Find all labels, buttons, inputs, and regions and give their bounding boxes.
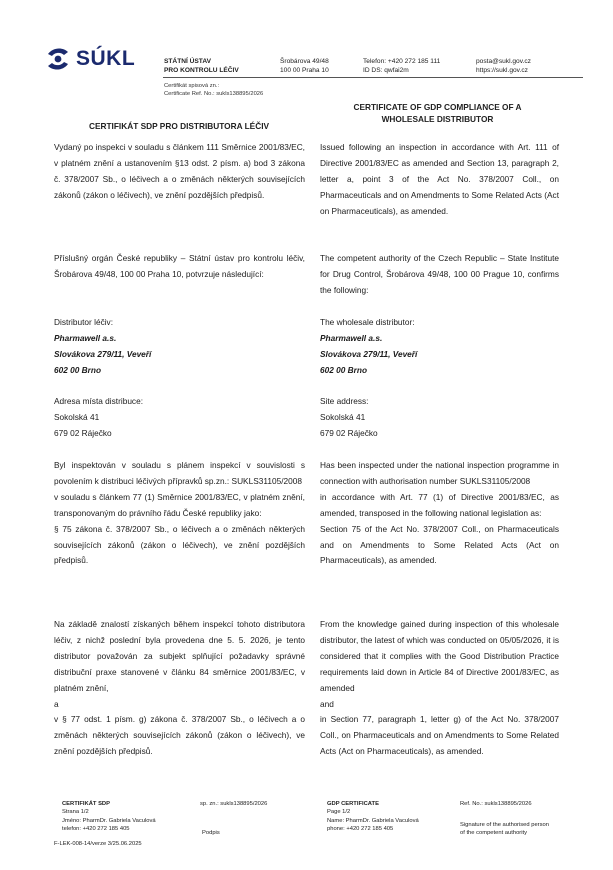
ref-line-2: Certificate Ref. No.: sukls138895/2026 <box>164 90 264 97</box>
cz-inspection-block <box>54 458 305 569</box>
footer-cz-signature-label: Podpis <box>202 830 220 836</box>
header-organization <box>164 57 270 75</box>
cz-site-street: Sokolská 41 <box>54 411 100 422</box>
en-site-block <box>320 394 559 442</box>
en-distributor-street: Slovákova 279/11, Veveří <box>320 348 418 359</box>
en-distributor-block <box>320 315 559 379</box>
cz-compliance-p4b: a <box>54 698 59 709</box>
en-title-line-1: CERTIFICATE OF GDP COMPLIANCE OF A <box>353 102 522 112</box>
footer-cz-ref: sp. zn.: sukls138895/2026 <box>200 801 268 807</box>
en-distributor-name: Pharmawell a.s. <box>320 332 383 343</box>
cz-compliance-p4c: v § 77 odst. 1 písm. g) zákona č. 378/2007 Sb., o léčivech a o změnách některých souvisejících zákonů (zákon o léčivech), ve znění pozdějších předpisů. <box>54 714 305 757</box>
en-compliance-p4a: From the knowledge gained during inspection of this wholesale distributor, the latest of which was conducted on 05/05/2026, it is considered that it complies with the Good Distribution Practice requirements laid down in Article 84 of Directive 2001/83/EC, as amended <box>320 619 559 693</box>
footer-en-left <box>327 800 419 833</box>
footer-cz-left <box>62 800 156 833</box>
cz-inspection-p3a: Byl inspektován v souladu s plánem inspekcí v souvislosti s povolením k distribuci léčivých přípravků sp.zn.: SUKLS31105/2008 <box>54 460 305 486</box>
org-line-1: STÁTNÍ ÚSTAV <box>164 58 212 65</box>
footer-en-sign-line-2: of the competent authority <box>460 830 528 837</box>
en-inspection-block <box>320 458 559 569</box>
footer-en-name: Name: PharmDr. Gabriela Vaculová <box>327 817 419 824</box>
cz-site-city: 679 02 Ráječko <box>54 427 112 438</box>
en-site-label: Site address: <box>320 396 369 406</box>
en-compliance-block <box>320 617 559 760</box>
address-line-2: 100 00 Praha 10 <box>280 67 329 74</box>
footer-en-title: GDP CERTIFICATE <box>327 801 379 807</box>
footer-en-sign-line-1: Signature of the authorised person <box>460 822 549 828</box>
en-title <box>320 101 555 125</box>
ref-line-1: Certifikát spisová zn.: <box>164 83 220 89</box>
cz-distributor-label: Distributor léčiv: <box>54 317 114 327</box>
en-intro-paragraph: Issued following an inspection in accordance with Art. 111 of Directive 2001/83/EC as amended and Section 13, paragraph 2, letter a, point 3 of the Act No. 378/2007 Coll., on Pharmaceuticals and on Amendments to Some Related Acts (Act on Pharmaceuticals), as amended. <box>320 142 559 216</box>
header-divider <box>163 77 583 78</box>
logo-text: SÚKL <box>76 47 136 70</box>
footer-en-ref: Ref. No.: sukls138895/2026 <box>460 801 532 807</box>
en-compliance-p4c: in Section 77, paragraph 1, letter g) of the Act No. 378/2007 Coll., on Pharmaceuticals and on Amendments to Some Related Acts (Act on Pharmaceuticals), as amended. <box>320 714 559 757</box>
cz-inspection-p3b: v souladu s článkem 77 (1) Směrnice 2001/83/EC, v platném znění, transponovaným do právního řádu České republiky jako: <box>54 491 305 518</box>
cz-title: CERTIFIKÁT SDP PRO DISTRIBUTORA LÉČIV <box>88 121 270 131</box>
cz-site-label: Adresa místa distribuce: <box>54 396 143 406</box>
header-phone: Telefon: +420 272 185 111 <box>363 58 441 65</box>
en-compliance-p4b: and <box>320 698 334 709</box>
cz-inspection-p3c: § 75 zákona č. 378/2007 Sb., o léčivech a o změnách některých souvisejících zákonů (zákon o léčivech), ve znění pozdějších předpisů. <box>54 523 305 566</box>
header-id-ds: ID DS: qwfai2m <box>363 67 409 74</box>
footer-en-page: Page 1/2 <box>327 809 351 816</box>
footer-en-phone: phone: +420 272 185 405 <box>327 825 394 832</box>
cz-distributor-street: Slovákova 279/11, Veveří <box>54 348 152 359</box>
cz-authority-paragraph: Příslušný orgán České republiky – Státní ústav pro kontrolu léčiv, Šrobárova 49/48, 100 00 Praha 10, potvrzuje následující: <box>54 253 305 279</box>
cz-intro-paragraph: Vydaný po inspekci v souladu s článkem 111 Směrnice 2001/83/EC, v platném znění a ustanovením §13 odst. 2 písm. a) bod 3 zákona č. 378/2007 Sb., o léčivech a o změnách některých souvisejících zákonů (zákon o léčivech), ve znění pozdějších předpisů. <box>54 142 305 200</box>
header-address <box>280 57 360 75</box>
en-inspection-p3c: Section 75 of the Act No. 378/2007 Coll., on Pharmaceuticals and on Amendments to Some Related Acts (Act on Pharmaceuticals), as amended. <box>320 523 559 566</box>
org-line-2: PRO KONTROLU LÉČIV <box>164 67 239 74</box>
en-distributor-city: 602 00 Brno <box>320 364 368 375</box>
en-inspection-p3b: in accordance with Art. 77 (1) of Directive 2001/83/EC, as amended, transposed in the following national legislation as: <box>320 491 559 518</box>
footer-cz-title: CERTIFIKÁT SDP <box>62 801 110 807</box>
cz-compliance-block <box>54 617 305 760</box>
header-contact <box>363 57 468 75</box>
header-email-web <box>476 57 586 75</box>
header-web-link[interactable]: https://sukl.gov.cz <box>476 67 528 74</box>
en-site-street: Sokolská 41 <box>320 411 366 422</box>
en-authority-paragraph: The competent authority of the Czech Republic – State Institute for Drug Control, Šrobárova 49/48, 100 00 Prague 10, confirms the following: <box>320 253 559 295</box>
en-inspection-p3a: Has been inspected under the national inspection programme in connection with authorisation number SUKLS31105/2008 <box>320 460 559 486</box>
en-title-line-2: WHOLESALE DISTRIBUTOR <box>381 114 494 124</box>
certificate-reference <box>164 83 263 98</box>
sukl-logo-icon <box>44 45 72 73</box>
cz-site-block <box>54 394 305 442</box>
en-distributor-label: The wholesale distributor: <box>320 317 415 327</box>
cz-compliance-p4a: Na základě znalostí získaných během inspekcí tohoto distributora léčiv, z nichž poslední byla provedena dne 5. 5. 2026, je tento distributor považován za subjekt splňující požadavky správné distribuční praxe stanovené v článku 84 směrnice 2001/83/EC, v platném znění, <box>54 619 305 693</box>
header-email-link[interactable]: posta@sukl.gov.cz <box>476 58 531 65</box>
cz-distributor-block <box>54 315 305 379</box>
cz-distributor-name: Pharmawell a.s. <box>54 332 117 343</box>
footer-en-signature-label <box>460 821 549 838</box>
footer-cz-phone: telefon: +420 272 185 405 <box>62 825 130 832</box>
footer-cz-name: Jméno: PharmDr. Gabriela Vaculová <box>62 817 156 824</box>
sukl-logo <box>44 44 148 74</box>
footer-form-code: F-LEK-008-14/verze 3/25.06.2025 <box>54 841 142 847</box>
address-line-1: Šrobárova 49/48 <box>280 58 329 65</box>
en-site-city: 679 02 Ráječko <box>320 427 378 438</box>
footer-cz-page: Strana 1/2 <box>62 809 89 816</box>
cz-distributor-city: 602 00 Brno <box>54 364 102 375</box>
